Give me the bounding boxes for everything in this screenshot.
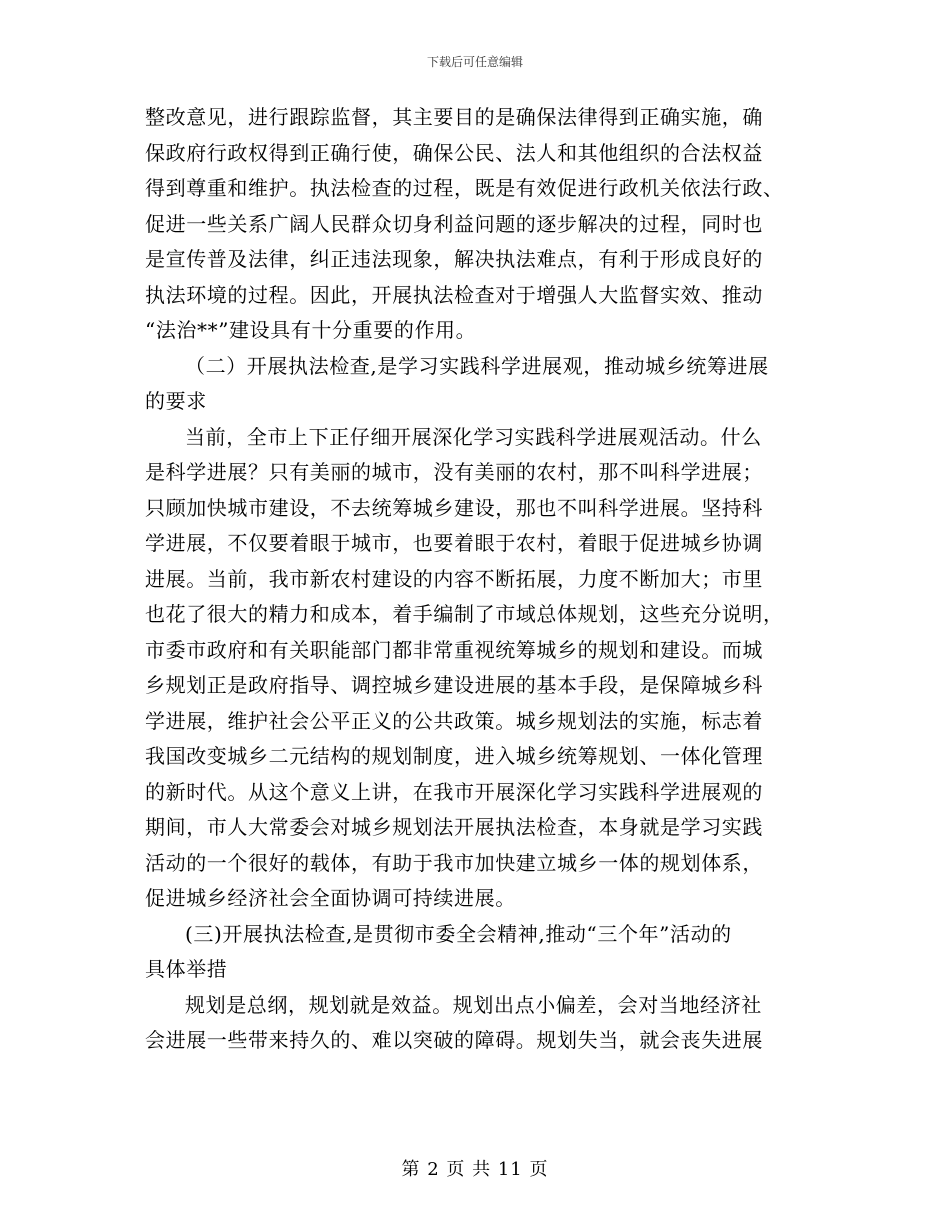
text-line: 市委市政府和有关职能部门都非常重视统筹城乡的规划和建设。而城 xyxy=(145,637,763,662)
text-line: 期间，市人大常委会对城乡规划法开展执法检查，本身就是学习实践 xyxy=(145,815,763,839)
text-line: 也花了很大的精力和成本，着手编制了市域总体规划，这些充分说明， xyxy=(145,602,784,626)
text-line: 具体举措 xyxy=(145,957,228,981)
text-line: 会进展一些带来持久的、难以突破的障碍。规划失当，就会丧失进展 xyxy=(145,1028,763,1052)
text-line: 是宣传普及法律，纠正违法现象，解决执法难点，有利于形成良好的 xyxy=(145,247,763,271)
text-line: 整改意见，进行跟踪监督，其主要目的是确保法律得到正确实施，确 xyxy=(145,105,763,129)
text-line: 执法环境的过程。因此，开展执法检查对于增强人大监督实效、推动 xyxy=(145,282,763,307)
text-line: 得到尊重和维护。执法检查的过程，既是有效促进行政机关依法行政、 xyxy=(145,176,784,200)
text-line: 促进一些关系广阔人民群众切身利益问题的逐步解决的过程，同时也 xyxy=(145,211,763,236)
text-line: 我国改变城乡二元结构的规划制度，进入城乡统筹规划、一体化管理 xyxy=(145,744,763,768)
text-line: 当前，全市上下正仔细开展深化学习实践科学进展观活动。什么 xyxy=(185,424,762,449)
document-body xyxy=(145,100,810,1059)
text-line: 保政府行政权得到正确行使，确保公民、法人和其他组织的合法权益 xyxy=(145,140,763,165)
page-footer: 第 2 页 共 11 页 xyxy=(401,1159,549,1180)
text-line: 学进展，维护社会公平正义的公共政策。城乡规划法的实施，标志着 xyxy=(145,708,763,733)
text-line: 学进展，不仅要着眼于城市，也要着眼于农村，着眼于促进城乡协调 xyxy=(145,531,763,555)
text-line: 乡规划正是政府指导、调控城乡建设进展的基本手段，是保障城乡科 xyxy=(145,673,763,697)
text-line: (三)开展执法检查,是贯彻市委全会精神,推动“三个年”活动的 xyxy=(185,921,732,946)
text-line: 活动的一个很好的载体，有助于我市加快建立城乡一体的规划体系， xyxy=(145,850,763,875)
text-line: 的要求 xyxy=(145,389,207,413)
text-line: 规划是总纲，规划就是效益。规划出点小偏差，会对当地经济社 xyxy=(185,992,762,1017)
page-header: 下载后可任意编辑 xyxy=(426,55,523,69)
text-line: “法治**”建设具有十分重要的作用。 xyxy=(145,318,477,342)
text-line: 是科学进展？只有美丽的城市，没有美丽的农村，那不叫科学进展； xyxy=(145,460,763,484)
text-line: 促进城乡经济社会全面协调可持续进展。 xyxy=(145,886,516,910)
text-line: 的新时代。从这个意义上讲，在我市开展深化学习实践科学进展观的 xyxy=(145,779,763,804)
text-line: 进展。当前，我市新农村建设的内容不断拓展，力度不断加大；市里 xyxy=(145,566,763,591)
text-line: 只顾加快城市建设，不去统筹城乡建设，那也不叫科学进展。坚持科 xyxy=(145,495,763,520)
text-line: （二）开展执法检查,是学习实践科学进展观，推动城乡统筹进展 xyxy=(185,353,769,378)
